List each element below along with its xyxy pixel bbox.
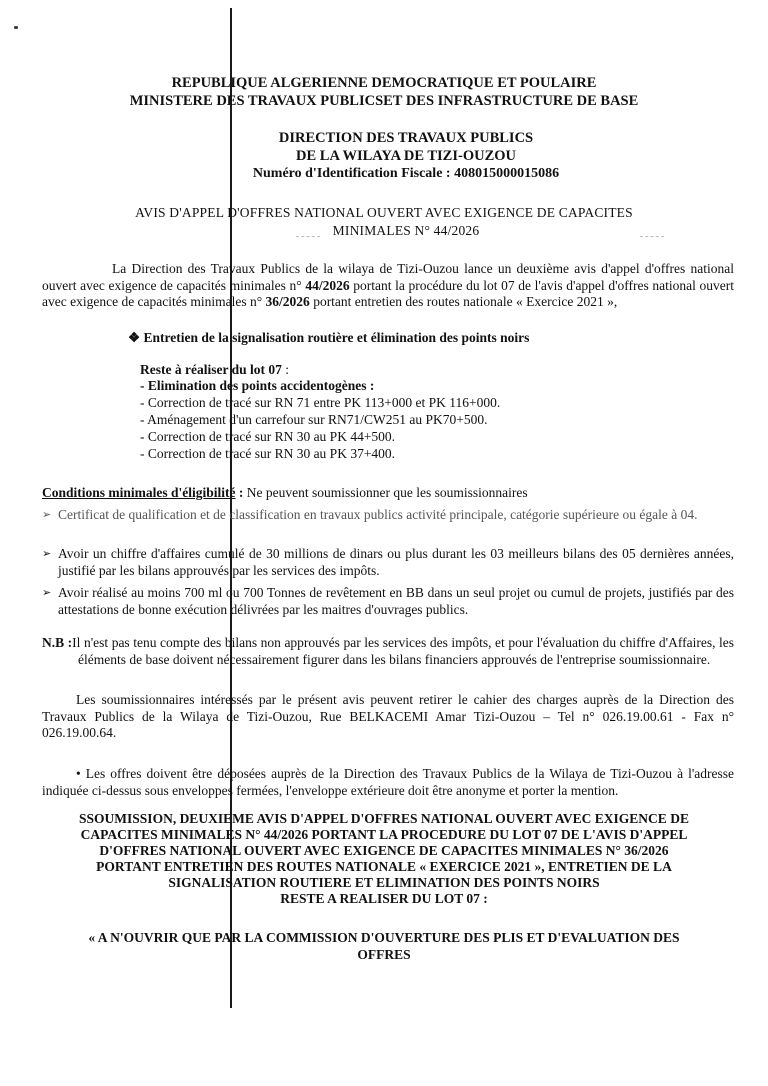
condition-item: ➢ Avoir réalisé au moins 700 ml ou 700 Tonnes de revêtement en BB dans un seul projet ou cumul de projets, justifiés par des attestations de bonne exécution délivrées par les maitres d'ouvrages publics. [42,585,734,617]
conditions-label: Conditions minimales d'éligibilité [42,485,236,500]
submission-paragraph: • Les offres doivent être déposées auprès de la Direction des Travaux Publics de la Wilaya de Tizi-Ouzou à l'adresse indiquée ci-dessus sous enveloppes fermées, l'enveloppe extérieure doit être anonyme et porter la mention. [42,766,734,798]
mention-line: CAPACITES MINIMALES N° 44/2026 PORTANT LA PROCEDURE DU LOT 07 DE L'AVIS D'APPEL [80,827,688,842]
project-title: ❖ Entretien de la signalisation routière et élimination des points noirs [128,330,530,345]
nb-label: N.B : [42,635,73,650]
header-republic: REPUBLIQUE ALGERIENNE DEMOCRATIQUE ET POULAIRE [171,75,597,91]
intro-paragraph: La Direction des Travaux Publics de la wilaya de Tizi-Ouzou lance un deuxième avis d'appel d'offres national ouvert avec exigence de capacités minimales n° 44/2026 portant la procédure du lot 07 de l'avis d'appel d'offres national ouvert avec exigence de capacités minimales n° 36/2026 portant entretien des routes nationale « Exercice 2021 », [42,261,735,309]
retrieval-paragraph: Les soumissionnaires intéressés par le présent avis peuvent retirer le cahier des charges auprès de la Direction des Travaux Publics de la Wilaya de Tizi-Ouzou, Rue BELKACEMI Amar Tizi-Ouzou – Tel n° 026.19.00.61 - Fax n° 026.19.00.64. [42,692,734,740]
header-direction-line1: DIRECTION DES TRAVAUX PUBLICS [278,130,534,146]
intro-number-44: 44/2026 [305,277,350,293]
final-mention-line: « A N'OUVRIR QUE PAR LA COMMISSION D'OUVERTURE DES PLIS ET D'EVALUATION DES [88,930,680,945]
mention-line: RESTE A REALISER DU LOT 07 : [280,891,488,906]
header-direction-line2: DE LA WILAYA DE TIZI-OUZOU [296,148,516,164]
remaining-item: - Correction de tracé sur RN 30 au PK 37+400. [140,446,396,461]
notice-title-line1: AVIS D'APPEL D'OFFRES NATIONAL OUVERT AVEC EXIGENCE DE CAPACITES [135,205,633,220]
notice-title-line2: MINIMALES N° 44/2026 [332,223,480,238]
mention-line: PORTANT ENTRETIEN DES ROUTES NATIONALE « EXERCICE 2021 », ENTRETIEN DE LA [96,859,672,874]
remaining-item: - Correction de tracé sur RN 30 au PK 44+500. [140,429,396,444]
diamond-bullet-icon: ❖ [128,330,141,345]
intro-number-36: 36/2026 [265,294,310,309]
arrow-bullet-icon: ➢ [42,509,52,521]
nb-note: N.B :Il n'est pas tenu compte des bilans non approuvés par les services des impôts, et pour l'évaluation du chiffre d'Affaires, les éléments de base doivent nécessairement figurer dans les bilans financiers approuvés de l'entreprise soumissionnaire. [42,635,734,667]
remaining-heading: Reste à réaliser du lot 07 : [140,362,289,377]
header-nif: Numéro d'Identification Fiscale : 408015000015086 [252,166,560,181]
arrow-bullet-icon: ➢ [42,587,52,599]
remaining-item: - Aménagement d'un carrefour sur RN71/CW251 au PK70+500. [140,412,488,427]
arrow-bullet-icon: ➢ [42,548,52,560]
mention-line: SSOUMISSION, DEUXIEME AVIS D'APPEL D'OFFRES NATIONAL OUVERT AVEC EXIGENCE DE [79,811,689,826]
final-mention-line: OFFRES [357,947,411,962]
condition-item: ➢ Avoir un chiffre d'affaires cumulé de 30 millions de dinars ou plus durant les 03 meilleurs bilans des 05 dernières années, justifié par les bilans approuvés par les services des impôts. [42,546,734,578]
condition-item: ➢ Certificat de qualification et de classification en travaux publics activité principale, catégorie supérieure ou égale à 04. [42,507,698,522]
mention-line: D'OFFRES NATIONAL OUVERT AVEC EXIGENCE DE CAPACITES MINIMALES N° 36/2026 [99,843,669,858]
remaining-subheading: - Elimination des points accidentogènes : [140,378,375,393]
scan-speck [14,26,18,29]
conditions-intro: Conditions minimales d'éligibilité : Ne peuvent soumissionner que les soumissionnaires [42,485,528,500]
header-ministry: MINISTERE DES TRAVAUX PUBLICSET DES INFRASTRUCTURE DE BASE [129,93,639,109]
mention-line: SIGNALISATION ROUTIERE ET ELIMINATION DES POINTS NOIRS [168,875,600,890]
remaining-item: - Correction de tracé sur RN 71 entre PK 113+000 et PK 116+000. [140,395,501,410]
